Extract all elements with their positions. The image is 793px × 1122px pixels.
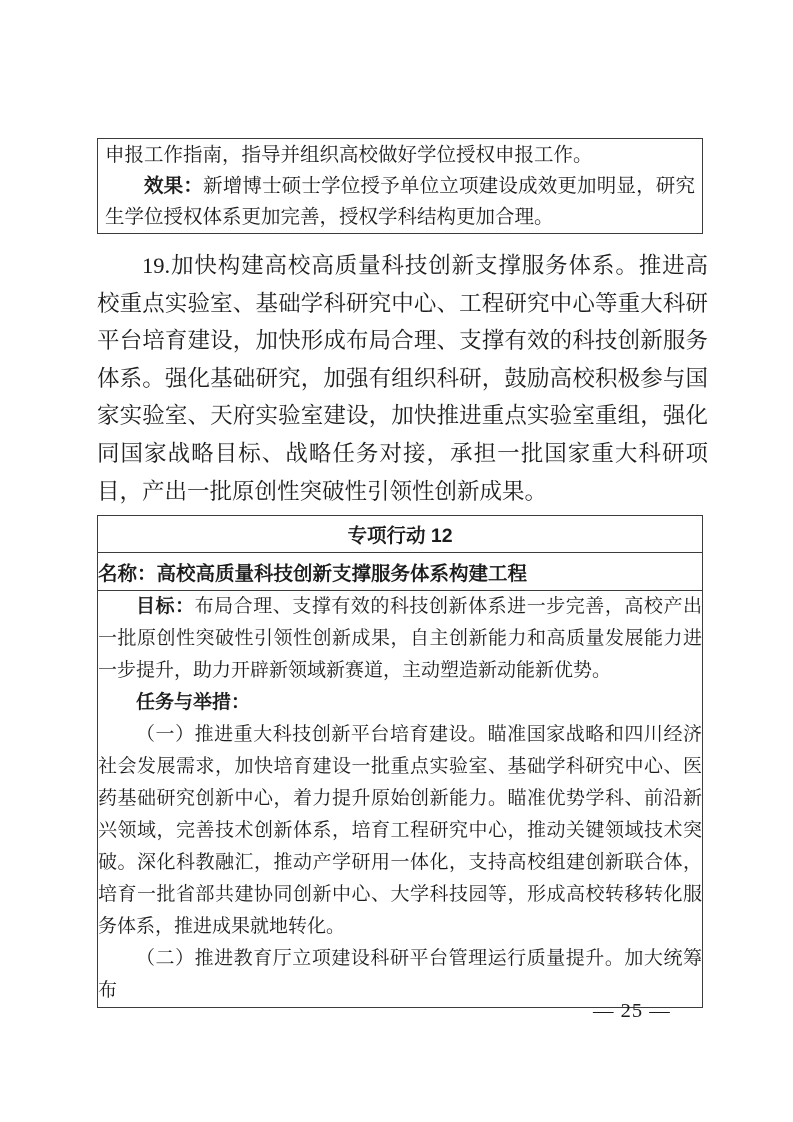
paragraph-19-body: 推进高校重点实验室、基础学科研究中心、工程研究中心等重大科研平台培育建设，加快形成布局合理、支撑有效的科技创新服务体系。强化基础研究，加强有组织科研，鼓励高校积极参与国家实验室、天府实验室建设，加快推进重点实验室重组，强化同国家战略目标、战略任务对接，承担一批国家重大科研项目，产出一批原创性突破性引领性创新成果。 xyxy=(97,253,708,504)
action-body-cell xyxy=(98,591,703,1008)
table-row xyxy=(98,553,703,591)
special-action-table xyxy=(97,515,703,1008)
action-name-row: 名称：高校高质量科技创新支撑服务体系构建工程 xyxy=(98,553,703,591)
goal-paragraph xyxy=(98,591,702,687)
continuation-table-box xyxy=(97,138,703,234)
paragraph-19 xyxy=(97,247,708,510)
page-number: — 25 — xyxy=(593,1000,671,1022)
goal-text: 布局合理、支撑有效的科技创新体系进一步完善，高校产出一批原创性突破性引领性创新成果，自主创新能力和高质量发展能力进一步提升，助力开辟新领域新赛道，主动塑造新动能新优势。 xyxy=(98,596,702,681)
effect-label: 效果： xyxy=(144,175,204,197)
effect-text: 新增博士硕士学位授予单位立项建设成效更加明显，研究生学位授权体系更加完善，授权学科结构更加合理。 xyxy=(105,176,695,228)
continuation-text: 申报工作指南，指导并组织高校做好学位授权申报工作。 xyxy=(105,145,593,166)
task-2-paragraph: （二）推进教育厅立项建设科研平台管理运行质量提升。加大统筹布 xyxy=(98,948,702,1001)
table-row xyxy=(98,591,703,1008)
table-row xyxy=(98,516,703,553)
tasks-measures-label: 任务与举措： xyxy=(136,692,251,713)
effect-paragraph xyxy=(105,171,695,233)
action-table-title: 专项行动 12 xyxy=(98,516,703,553)
task-1-paragraph: （一）推进重大科技创新平台培育建设。瞄准国家战略和四川经济社会发展需求，加快培育建设一批重点实验室、基础学科研究中心、医药基础研究创新中心，着力提升原始创新能力。瞄准优势学科、前沿新兴领域，完善技术创新体系，培育工程研究中心，推动关键领域技术突破。深化科教融汇，推动产学研用一体化，支持高校组建创新联合体，培育一批省部共建协同创新中心、大学科技园等，形成高校转移转化服务体系，推进成果就地转化。 xyxy=(98,724,702,937)
goal-label: 目标： xyxy=(136,596,195,617)
paragraph-19-lead: 19.加快构建高校高质量科技创新支撑服务体系。 xyxy=(142,253,639,278)
